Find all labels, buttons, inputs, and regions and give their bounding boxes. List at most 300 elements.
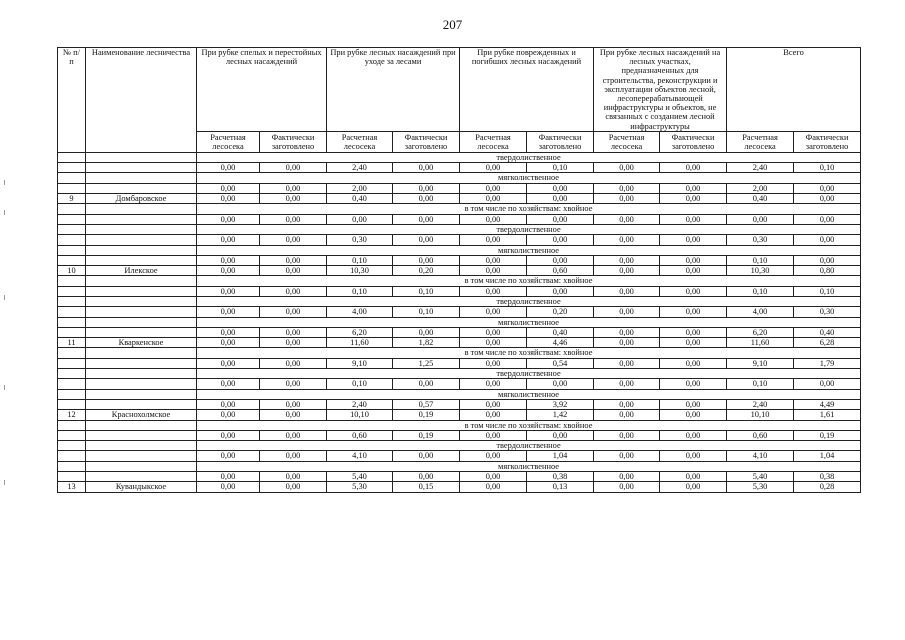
section-empty-cell: [58, 173, 86, 183]
value-cell: 0,19: [794, 430, 861, 440]
value-cell: 0,00: [527, 430, 594, 440]
table-row: [58, 307, 861, 317]
forestry-name: [86, 472, 197, 482]
section-row: [58, 348, 861, 358]
value-cell: 0,00: [660, 358, 727, 368]
value-cell: 0,00: [660, 255, 727, 265]
section-empty-cell: [58, 224, 86, 234]
section-row: [58, 441, 861, 451]
value-cell: 0,00: [527, 379, 594, 389]
value-cell: 0,00: [594, 214, 660, 224]
value-cell: 0,00: [460, 183, 527, 193]
forestry-name: Кваркенское: [86, 338, 197, 348]
header-calc-3: Расчетная лесосека: [460, 131, 527, 152]
value-cell: 0,00: [660, 327, 727, 337]
value-cell: 0,00: [393, 472, 460, 482]
header-row-groups: [58, 48, 861, 132]
value-cell: 0,00: [327, 214, 393, 224]
row-number: 12: [58, 410, 86, 420]
value-cell: 4,46: [527, 338, 594, 348]
value-cell: 0,00: [594, 194, 660, 204]
row-number: [58, 214, 86, 224]
forestry-name: [86, 183, 197, 193]
row-number: 11: [58, 338, 86, 348]
value-cell: 0,40: [527, 327, 594, 337]
section-empty-cell: [58, 152, 86, 162]
value-cell: 0,15: [393, 482, 460, 492]
header-fact-4: Фактически заготовлено: [660, 131, 727, 152]
value-cell: 0,00: [460, 327, 527, 337]
value-cell: 5,40: [727, 472, 794, 482]
section-row: [58, 245, 861, 255]
row-number: [58, 451, 86, 461]
header-fact-2: Фактически заготовлено: [393, 131, 460, 152]
header-group-1: При рубке спелых и перестойных лесных насаждений: [197, 48, 327, 132]
value-cell: 0,00: [260, 358, 327, 368]
value-cell: 11,60: [327, 338, 393, 348]
table-row: [58, 410, 861, 420]
value-cell: 0,38: [527, 472, 594, 482]
value-cell: 0,10: [727, 286, 794, 296]
value-cell: 9,10: [727, 358, 794, 368]
value-cell: 0,00: [794, 235, 861, 245]
forest-harvest-table: [57, 47, 861, 493]
value-cell: 0,00: [527, 286, 594, 296]
section-empty-cell: [86, 461, 197, 471]
value-cell: 4,00: [327, 307, 393, 317]
value-cell: 2,00: [327, 183, 393, 193]
table-row: [58, 266, 861, 276]
value-cell: 0,00: [393, 235, 460, 245]
value-cell: 0,80: [794, 266, 861, 276]
forestry-name: [86, 451, 197, 461]
value-cell: 0,10: [393, 307, 460, 317]
value-cell: 0,00: [260, 399, 327, 409]
row-number: [58, 163, 86, 173]
value-cell: 0,10: [327, 255, 393, 265]
section-label: в том числе по хозяйствам: хвойное: [197, 348, 861, 358]
value-cell: 0,00: [527, 194, 594, 204]
value-cell: 0,00: [594, 451, 660, 461]
value-cell: 0,00: [460, 379, 527, 389]
value-cell: 0,10: [727, 255, 794, 265]
value-cell: 0,00: [660, 183, 727, 193]
section-empty-cell: [86, 296, 197, 306]
section-label: твердолиственное: [197, 224, 861, 234]
forestry-name: Краснохолмское: [86, 410, 197, 420]
section-empty-cell: [86, 224, 197, 234]
header-col-no: № п/п: [58, 48, 86, 153]
value-cell: 0,00: [197, 430, 260, 440]
value-cell: 0,00: [794, 379, 861, 389]
value-cell: 10,30: [327, 266, 393, 276]
section-row: [58, 461, 861, 471]
value-cell: 9,10: [327, 358, 393, 368]
row-number: [58, 255, 86, 265]
value-cell: 0,00: [197, 327, 260, 337]
value-cell: 10,10: [327, 410, 393, 420]
section-row: [58, 389, 861, 399]
forestry-name: [86, 286, 197, 296]
value-cell: 1,04: [527, 451, 594, 461]
value-cell: 0,60: [527, 266, 594, 276]
value-cell: 0,00: [197, 286, 260, 296]
value-cell: 0,00: [660, 482, 727, 492]
header-group-3: При рубке поврежденных и погибших лесных насаждений: [460, 48, 594, 132]
section-empty-cell: [58, 441, 86, 451]
value-cell: 0,60: [327, 430, 393, 440]
value-cell: 2,40: [727, 399, 794, 409]
table-body: [58, 152, 861, 492]
section-label: мягколиственное: [197, 461, 861, 471]
value-cell: 0,00: [460, 307, 527, 317]
value-cell: 0,10: [794, 286, 861, 296]
table-row: [58, 183, 861, 193]
table-row: [58, 214, 861, 224]
value-cell: 0,00: [197, 451, 260, 461]
value-cell: 1,82: [393, 338, 460, 348]
value-cell: 0,00: [660, 410, 727, 420]
value-cell: 0,10: [727, 379, 794, 389]
section-label: в том числе по хозяйствам: хвойное: [197, 420, 861, 430]
value-cell: 0,10: [527, 163, 594, 173]
row-number: [58, 399, 86, 409]
value-cell: 0,00: [460, 482, 527, 492]
forestry-name: Домбаровское: [86, 194, 197, 204]
row-number: [58, 183, 86, 193]
value-cell: 0,40: [794, 327, 861, 337]
value-cell: 0,00: [260, 307, 327, 317]
value-cell: 0,00: [660, 472, 727, 482]
table-row: [58, 358, 861, 368]
section-row: [58, 317, 861, 327]
value-cell: 4,00: [727, 307, 794, 317]
value-cell: 0,00: [594, 327, 660, 337]
value-cell: 0,00: [460, 214, 527, 224]
value-cell: 0,00: [527, 255, 594, 265]
section-empty-cell: [86, 348, 197, 358]
row-number: 10: [58, 266, 86, 276]
value-cell: 0,00: [197, 399, 260, 409]
section-row: [58, 296, 861, 306]
forestry-name: Кувандыкское: [86, 482, 197, 492]
value-cell: 0,00: [727, 214, 794, 224]
section-empty-cell: [86, 276, 197, 286]
row-number: [58, 307, 86, 317]
section-label: мягколиственное: [197, 245, 861, 255]
table-row: [58, 451, 861, 461]
section-empty-cell: [58, 317, 86, 327]
value-cell: 0,00: [460, 338, 527, 348]
value-cell: 0,00: [197, 183, 260, 193]
table-row: [58, 399, 861, 409]
section-empty-cell: [58, 420, 86, 430]
value-cell: 0,00: [460, 194, 527, 204]
value-cell: 0,00: [260, 379, 327, 389]
header-fact-5: Фактически заготовлено: [794, 131, 861, 152]
row-number: [58, 472, 86, 482]
value-cell: 0,00: [594, 163, 660, 173]
value-cell: 4,10: [327, 451, 393, 461]
value-cell: 0,00: [260, 163, 327, 173]
value-cell: 4,10: [727, 451, 794, 461]
value-cell: 6,28: [794, 338, 861, 348]
section-label: твердолиственное: [197, 152, 861, 162]
value-cell: 0,00: [197, 358, 260, 368]
header-group-4: При рубке лесных насаждений на лесных участках, предназначенных для строительства, реконструкции и эксплуатации объектов лесной, лесоперерабатывающей инфраструктуры и объектов, не связанных с созданием лесной инфраструктуры: [594, 48, 727, 132]
value-cell: 0,00: [197, 194, 260, 204]
section-empty-cell: [86, 441, 197, 451]
forestry-name: [86, 307, 197, 317]
value-cell: 0,00: [594, 410, 660, 420]
table-row: [58, 327, 861, 337]
value-cell: 0,00: [260, 194, 327, 204]
table-row: [58, 235, 861, 245]
value-cell: 0,00: [260, 286, 327, 296]
value-cell: 0,00: [660, 430, 727, 440]
header-calc-2: Расчетная лесосека: [327, 131, 393, 152]
value-cell: 0,00: [393, 214, 460, 224]
row-number: [58, 430, 86, 440]
value-cell: 0,00: [594, 235, 660, 245]
header-group-2: При рубке лесных насаждений при уходе за лесами: [327, 48, 460, 132]
section-empty-cell: [86, 152, 197, 162]
value-cell: 0,00: [260, 235, 327, 245]
value-cell: 0,00: [197, 255, 260, 265]
value-cell: 4,49: [794, 399, 861, 409]
section-row: [58, 224, 861, 234]
forestry-name: [86, 163, 197, 173]
value-cell: 1,79: [794, 358, 861, 368]
header-calc-4: Расчетная лесосека: [594, 131, 660, 152]
value-cell: 0,00: [660, 379, 727, 389]
value-cell: 0,00: [197, 307, 260, 317]
value-cell: 2,40: [327, 399, 393, 409]
value-cell: 0,00: [460, 163, 527, 173]
value-cell: 0,10: [327, 379, 393, 389]
section-row: [58, 204, 861, 214]
value-cell: 0,00: [794, 255, 861, 265]
section-empty-cell: [58, 276, 86, 286]
table-row: [58, 338, 861, 348]
value-cell: 2,00: [727, 183, 794, 193]
value-cell: 0,00: [260, 338, 327, 348]
row-number: 13: [58, 482, 86, 492]
value-cell: 0,00: [794, 214, 861, 224]
forestry-name: Илекское: [86, 266, 197, 276]
value-cell: 0,00: [197, 214, 260, 224]
value-cell: 0,10: [393, 286, 460, 296]
value-cell: 0,00: [594, 358, 660, 368]
value-cell: 0,00: [660, 194, 727, 204]
value-cell: 0,00: [660, 266, 727, 276]
value-cell: 0,00: [794, 194, 861, 204]
value-cell: 0,00: [260, 183, 327, 193]
section-empty-cell: [58, 296, 86, 306]
table-row: [58, 430, 861, 440]
value-cell: 0,19: [393, 410, 460, 420]
value-cell: 6,20: [727, 327, 794, 337]
section-label: твердолиственное: [197, 441, 861, 451]
value-cell: 0,00: [197, 163, 260, 173]
forestry-name: [86, 255, 197, 265]
value-cell: 0,00: [460, 399, 527, 409]
value-cell: 0,00: [393, 255, 460, 265]
value-cell: 0,00: [393, 327, 460, 337]
value-cell: 0,00: [660, 235, 727, 245]
value-cell: 0,00: [260, 482, 327, 492]
value-cell: 6,20: [327, 327, 393, 337]
value-cell: 0,10: [327, 286, 393, 296]
forestry-name: [86, 430, 197, 440]
value-cell: 0,00: [260, 410, 327, 420]
value-cell: 0,00: [460, 255, 527, 265]
value-cell: 0,00: [594, 430, 660, 440]
row-number: [58, 358, 86, 368]
value-cell: 0,00: [460, 451, 527, 461]
section-empty-cell: [58, 369, 86, 379]
value-cell: 0,00: [260, 266, 327, 276]
value-cell: 0,20: [393, 266, 460, 276]
value-cell: 0,00: [197, 482, 260, 492]
value-cell: 0,00: [527, 183, 594, 193]
section-label: твердолиственное: [197, 369, 861, 379]
value-cell: 0,38: [794, 472, 861, 482]
value-cell: 0,60: [727, 430, 794, 440]
value-cell: 0,00: [393, 163, 460, 173]
value-cell: 0,00: [594, 338, 660, 348]
header-calc-5: Расчетная лесосека: [727, 131, 794, 152]
table-row: [58, 379, 861, 389]
value-cell: 0,00: [660, 451, 727, 461]
row-number: [58, 286, 86, 296]
value-cell: 0,00: [660, 399, 727, 409]
value-cell: 0,00: [460, 286, 527, 296]
forestry-name: [86, 235, 197, 245]
header-group-5: Всего: [727, 48, 861, 132]
section-empty-cell: [86, 173, 197, 183]
value-cell: 0,54: [527, 358, 594, 368]
forestry-name: [86, 379, 197, 389]
value-cell: 0,00: [527, 235, 594, 245]
scan-margin-marks: [4, 180, 10, 580]
section-label: мягколиственное: [197, 389, 861, 399]
section-empty-cell: [86, 420, 197, 430]
value-cell: 0,30: [794, 307, 861, 317]
value-cell: 0,00: [594, 379, 660, 389]
table-row: [58, 482, 861, 492]
value-cell: 5,30: [327, 482, 393, 492]
section-row: [58, 152, 861, 162]
section-row: [58, 420, 861, 430]
value-cell: 0,00: [260, 255, 327, 265]
value-cell: 1,25: [393, 358, 460, 368]
header-col-name: Наименование лесничества: [86, 48, 197, 153]
forestry-name: [86, 327, 197, 337]
value-cell: 1,04: [794, 451, 861, 461]
value-cell: 0,00: [594, 183, 660, 193]
section-label: в том числе по хозяйствам: хвойное: [197, 204, 861, 214]
value-cell: 0,00: [460, 235, 527, 245]
forestry-name: [86, 399, 197, 409]
value-cell: 0,40: [727, 194, 794, 204]
table-row: [58, 163, 861, 173]
value-cell: 0,28: [794, 482, 861, 492]
value-cell: 0,00: [260, 430, 327, 440]
value-cell: 0,00: [460, 358, 527, 368]
table-row: [58, 286, 861, 296]
header-calc-1: Расчетная лесосека: [197, 131, 260, 152]
section-empty-cell: [58, 245, 86, 255]
value-cell: 2,40: [727, 163, 794, 173]
section-label: твердолиственное: [197, 296, 861, 306]
value-cell: 0,00: [260, 472, 327, 482]
value-cell: 5,30: [727, 482, 794, 492]
value-cell: 0,00: [594, 266, 660, 276]
value-cell: 0,00: [794, 183, 861, 193]
section-row: [58, 369, 861, 379]
value-cell: 1,61: [794, 410, 861, 420]
value-cell: 0,40: [327, 194, 393, 204]
value-cell: 0,00: [197, 379, 260, 389]
value-cell: 0,30: [727, 235, 794, 245]
value-cell: 0,00: [260, 327, 327, 337]
section-empty-cell: [86, 204, 197, 214]
value-cell: 0,00: [393, 451, 460, 461]
row-number: [58, 327, 86, 337]
page-number: 207: [442, 17, 463, 32]
value-cell: 0,00: [660, 286, 727, 296]
value-cell: 0,00: [197, 472, 260, 482]
value-cell: 10,10: [727, 410, 794, 420]
forestry-name: [86, 358, 197, 368]
row-number: 9: [58, 194, 86, 204]
section-empty-cell: [86, 369, 197, 379]
value-cell: 5,40: [327, 472, 393, 482]
forestry-name: [86, 214, 197, 224]
value-cell: 0,00: [527, 214, 594, 224]
value-cell: 2,40: [327, 163, 393, 173]
value-cell: 0,00: [594, 286, 660, 296]
section-empty-cell: [86, 389, 197, 399]
section-row: [58, 173, 861, 183]
value-cell: 0,00: [460, 410, 527, 420]
value-cell: 10,30: [727, 266, 794, 276]
value-cell: 0,00: [594, 255, 660, 265]
value-cell: 0,00: [594, 307, 660, 317]
value-cell: 0,00: [197, 235, 260, 245]
table-row: [58, 194, 861, 204]
value-cell: 0,30: [327, 235, 393, 245]
value-cell: 0,00: [260, 214, 327, 224]
value-cell: 0,00: [660, 307, 727, 317]
section-empty-cell: [58, 389, 86, 399]
value-cell: 0,00: [197, 338, 260, 348]
value-cell: 0,00: [197, 410, 260, 420]
value-cell: 0,00: [197, 266, 260, 276]
value-cell: 0,00: [393, 194, 460, 204]
value-cell: 0,13: [527, 482, 594, 492]
value-cell: 0,19: [393, 430, 460, 440]
value-cell: 0,00: [594, 482, 660, 492]
value-cell: 0,00: [460, 430, 527, 440]
value-cell: 0,57: [393, 399, 460, 409]
value-cell: 0,00: [594, 399, 660, 409]
row-number: [58, 235, 86, 245]
header-fact-3: Фактически заготовлено: [527, 131, 594, 152]
value-cell: 0,20: [527, 307, 594, 317]
value-cell: 3,92: [527, 399, 594, 409]
